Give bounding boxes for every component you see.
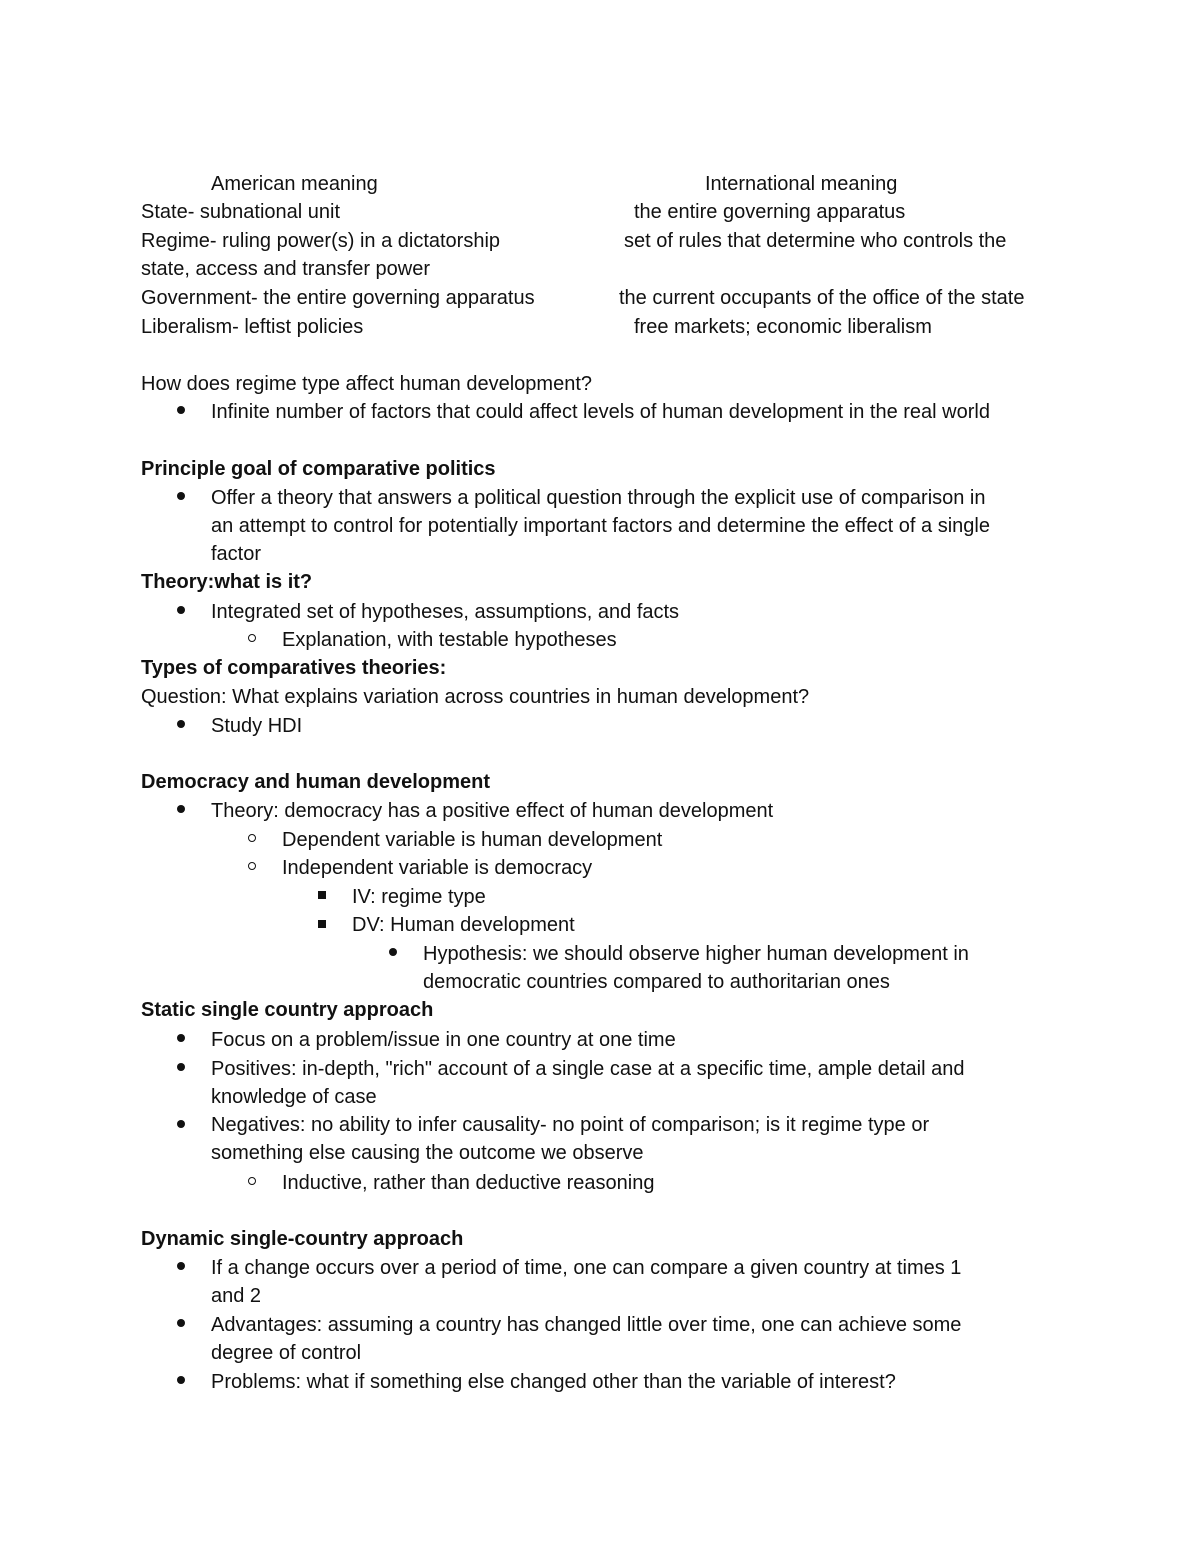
list-item-line: factor (211, 543, 262, 565)
glossary-international-regime: set of rules that determine who controls the (624, 230, 1007, 252)
list-item: Focus on a problem/issue in one country at one time (211, 1029, 676, 1051)
section-heading-democracy: Democracy and human development (141, 771, 490, 793)
list-item-line: Positives: in-depth, "rich" account of a single case at a specific time, ample detail and (211, 1058, 965, 1080)
list-subitem: Independent variable is democracy (282, 857, 593, 879)
bullet-icon (389, 948, 397, 956)
list-item: Infinite number of factors that could affect levels of human development in the real world (211, 401, 990, 423)
list-subsubitem: DV: Human development (352, 914, 575, 936)
list-item: Integrated set of hypotheses, assumptions, and facts (211, 601, 680, 623)
column-header-international: International meaning (705, 173, 898, 195)
list-item-line: Negatives: no ability to infer causality- no point of comparison; is it regime type or (211, 1114, 930, 1136)
hollow-bullet-icon (248, 634, 256, 642)
list-item-line: Offer a theory that answers a political question through the explicit use of comparison in (211, 487, 986, 509)
section-heading-types: Types of comparatives theories: (141, 657, 447, 679)
list-item-line: knowledge of case (211, 1086, 377, 1108)
bullet-icon (177, 492, 185, 500)
bullet-icon (177, 1034, 185, 1042)
bullet-icon (177, 1262, 185, 1270)
section-heading-principle-goal: Principle goal of comparative politics (141, 458, 496, 480)
section-heading-static: Static single country approach (141, 999, 434, 1021)
glossary-international-regime-cont: state, access and transfer power (141, 258, 431, 280)
bullet-icon (177, 805, 185, 813)
list-item-line: degree of control (211, 1342, 362, 1364)
list-item-line: If a change occurs over a period of time, one can compare a given country at times 1 (211, 1257, 962, 1279)
bullet-icon (177, 1376, 185, 1384)
column-header-american: American meaning (211, 173, 378, 195)
types-question: Question: What explains variation across countries in human development? (141, 686, 810, 708)
bullet-icon (177, 606, 185, 614)
list-item: Problems: what if something else changed other than the variable of interest? (211, 1371, 896, 1393)
glossary-international-liberalism: free markets; economic liberalism (634, 316, 932, 338)
list-item: Theory: democracy has a positive effect of human development (211, 800, 774, 822)
bullet-icon (177, 720, 185, 728)
list-subitem: Explanation, with testable hypotheses (282, 629, 617, 651)
glossary-american-regime: Regime- ruling power(s) in a dictatorship (141, 230, 501, 252)
section-heading-dynamic: Dynamic single-country approach (141, 1228, 464, 1250)
glossary-international-state: the entire governing apparatus (634, 201, 906, 223)
list-item-line: an attempt to control for potentially important factors and determine the effect of a single (211, 515, 990, 537)
hollow-bullet-icon (248, 834, 256, 842)
list-item: Study HDI (211, 715, 303, 737)
list-item-line: Advantages: assuming a country has changed little over time, one can achieve some (211, 1314, 962, 1336)
glossary-american-state: State- subnational unit (141, 201, 341, 223)
regime-question: How does regime type affect human development? (141, 373, 593, 395)
bullet-icon (177, 1063, 185, 1071)
bullet-icon (177, 1319, 185, 1327)
hollow-bullet-icon (248, 862, 256, 870)
list-subitem: Inductive, rather than deductive reasoning (282, 1172, 655, 1194)
bullet-icon (177, 1120, 185, 1128)
hypothesis-line: Hypothesis: we should observe higher human development in (423, 943, 969, 965)
bullet-icon (177, 406, 185, 414)
square-bullet-icon (318, 920, 326, 928)
glossary-international-government: the current occupants of the office of the state (619, 287, 1025, 309)
square-bullet-icon (318, 891, 326, 899)
list-item-line: and 2 (211, 1285, 262, 1307)
list-subsubitem: IV: regime type (352, 886, 486, 908)
glossary-american-liberalism: Liberalism- leftist policies (141, 316, 364, 338)
list-subitem: Dependent variable is human development (282, 829, 663, 851)
hollow-bullet-icon (248, 1177, 256, 1185)
section-heading-theory: Theory:what is it? (141, 571, 313, 593)
list-item-line: something else causing the outcome we observe (211, 1142, 644, 1164)
glossary-american-government: Government- the entire governing apparatus (141, 287, 535, 309)
hypothesis-line: democratic countries compared to authoritarian ones (423, 971, 890, 993)
